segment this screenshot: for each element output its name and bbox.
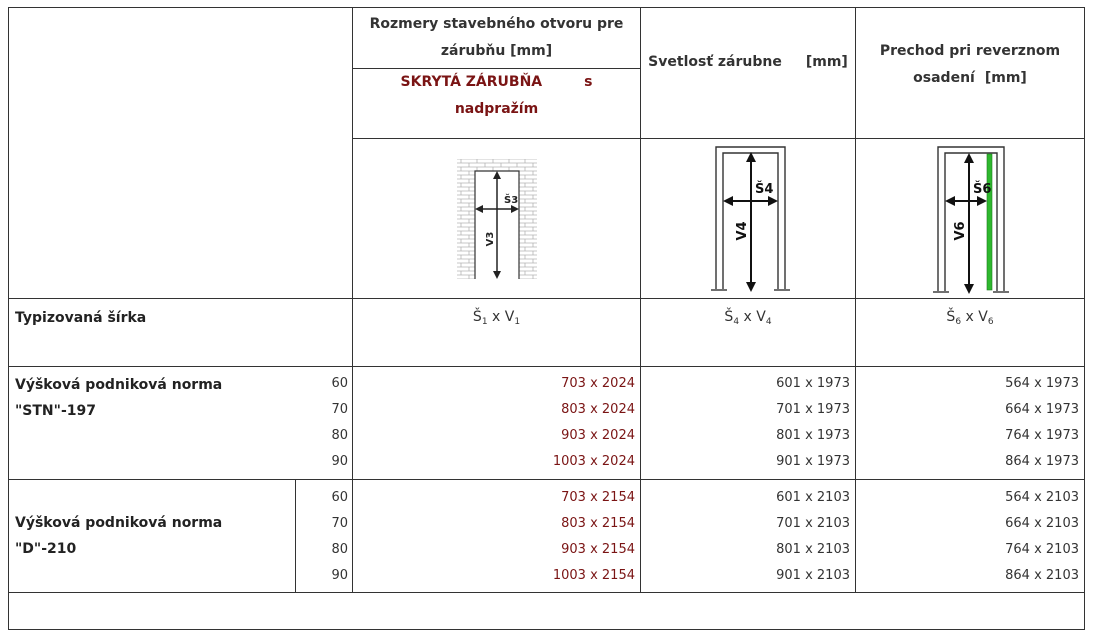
arrow-down-icon [964, 284, 974, 294]
group-stn-widths [296, 371, 348, 475]
grid-line [8, 592, 1085, 593]
clear-value: 801 x 1973 [776, 428, 850, 443]
width-value: 70 [331, 516, 348, 531]
diagram2-height-label: V4 [735, 221, 750, 241]
diagram2-width-label: Š4 [755, 182, 774, 197]
group-stn-reverse [856, 371, 1079, 475]
header-hidden-frame [353, 69, 640, 123]
diagram1-width-label: Š3 [504, 195, 519, 206]
diagram-clear-frame-cell [641, 139, 855, 298]
header-reverse-unit: [mm] [984, 70, 1027, 86]
arrow-right-icon [977, 196, 987, 206]
arrow-left-icon [945, 196, 955, 206]
group-d-widths [296, 485, 348, 589]
width-value: 90 [331, 454, 348, 469]
grid-line [8, 298, 1085, 299]
arrow-right-icon [768, 196, 778, 206]
clear-frame-diagram [641, 139, 855, 298]
header-hidden-frame-label: SKRYTÁ ZÁRUBŇA [400, 74, 543, 90]
opening-value: 1003 x 2154 [552, 568, 635, 583]
hidden-frame-diagram [353, 139, 640, 298]
group-d-label: Výšková podniková norma "D"-210 [15, 515, 223, 557]
group-d-clear [641, 485, 850, 589]
header-construction-opening [353, 11, 640, 65]
width-value: 60 [331, 490, 348, 505]
header-clear-unit: [mm] [805, 54, 848, 70]
clear-value: 601 x 2103 [776, 490, 850, 505]
typical-width-label: Typizovaná šírka [15, 310, 147, 326]
clear-value: 801 x 2103 [776, 542, 850, 557]
header-hidden-frame-line2: nadpražím [454, 101, 539, 117]
group-d-openings [353, 485, 635, 589]
diagram-hidden-frame-cell [353, 139, 640, 298]
opening-value: 903 x 2154 [561, 542, 635, 557]
header-construction-line2: zárubňu [mm] [440, 43, 553, 59]
opening-value: 803 x 2024 [561, 402, 635, 417]
group-stn-clear [641, 371, 850, 475]
header-clear-label: Svetlosť zárubne [648, 54, 782, 70]
group-stn-label: Výšková podniková norma "STN"-197 [15, 377, 223, 419]
reverse-value: 664 x 1973 [1005, 402, 1079, 417]
grid-line [8, 7, 9, 630]
reverse-value: 864 x 2103 [1005, 568, 1079, 583]
grid-line [8, 479, 1085, 480]
reverse-frame-diagram [856, 139, 1084, 298]
width-value: 70 [331, 402, 348, 417]
header-clear-width [641, 49, 855, 76]
formula-opening: $Š_1$ x $V_1$ [472, 309, 521, 327]
header-reverse-line2: osadení [913, 70, 975, 86]
reverse-value: 664 x 2103 [1005, 516, 1079, 531]
group-stn-openings [353, 371, 635, 475]
clear-value: 901 x 2103 [776, 568, 850, 583]
frame-outer-shape [938, 147, 1004, 291]
opening-value: 703 x 2154 [561, 490, 635, 505]
formula-reverse: $Š_6$ x $V_6$ [946, 309, 994, 327]
arrow-down-icon [746, 282, 756, 292]
formula-clear: $Š_4$ x $V_4$ [724, 309, 772, 327]
clear-value: 701 x 2103 [776, 516, 850, 531]
reverse-value: 864 x 1973 [1005, 454, 1079, 469]
reverse-value: 564 x 2103 [1005, 490, 1079, 505]
opening-value: 1003 x 2024 [552, 454, 635, 469]
diagram3-width-label: Š6 [973, 182, 992, 197]
door-leaf-shape [987, 154, 992, 290]
opening-value: 703 x 2024 [561, 376, 635, 391]
header-reverse-line1: Prechod pri reverznom [879, 43, 1061, 59]
reverse-value: 764 x 2103 [1005, 542, 1079, 557]
grid-line [8, 7, 1085, 8]
clear-value: 601 x 1973 [776, 376, 850, 391]
arrow-up-icon [964, 153, 974, 163]
header-reverse-mounting [856, 38, 1084, 92]
header-hidden-frame-s: s [584, 74, 593, 90]
width-value: 80 [331, 428, 348, 443]
diagram1-height-label: V3 [485, 231, 496, 247]
width-value: 60 [331, 376, 348, 391]
clear-value: 701 x 1973 [776, 402, 850, 417]
arrow-left-icon [723, 196, 733, 206]
group-d-reverse [856, 485, 1079, 589]
clear-value: 901 x 1973 [776, 454, 850, 469]
opening-value: 903 x 2024 [561, 428, 635, 443]
grid-line [8, 629, 1085, 630]
width-value: 90 [331, 568, 348, 583]
header-construction-line1: Rozmery stavebného otvoru pre [369, 16, 624, 32]
diagram-reverse-frame-cell [856, 139, 1084, 298]
width-value: 80 [331, 542, 348, 557]
door-frame-dimension-table [8, 7, 1085, 630]
diagram3-height-label: V6 [953, 221, 968, 241]
grid-line [8, 366, 1085, 367]
reverse-value: 564 x 1973 [1005, 376, 1079, 391]
reverse-value: 764 x 1973 [1005, 428, 1079, 443]
grid-line [1084, 7, 1085, 630]
opening-value: 803 x 2154 [561, 516, 635, 531]
